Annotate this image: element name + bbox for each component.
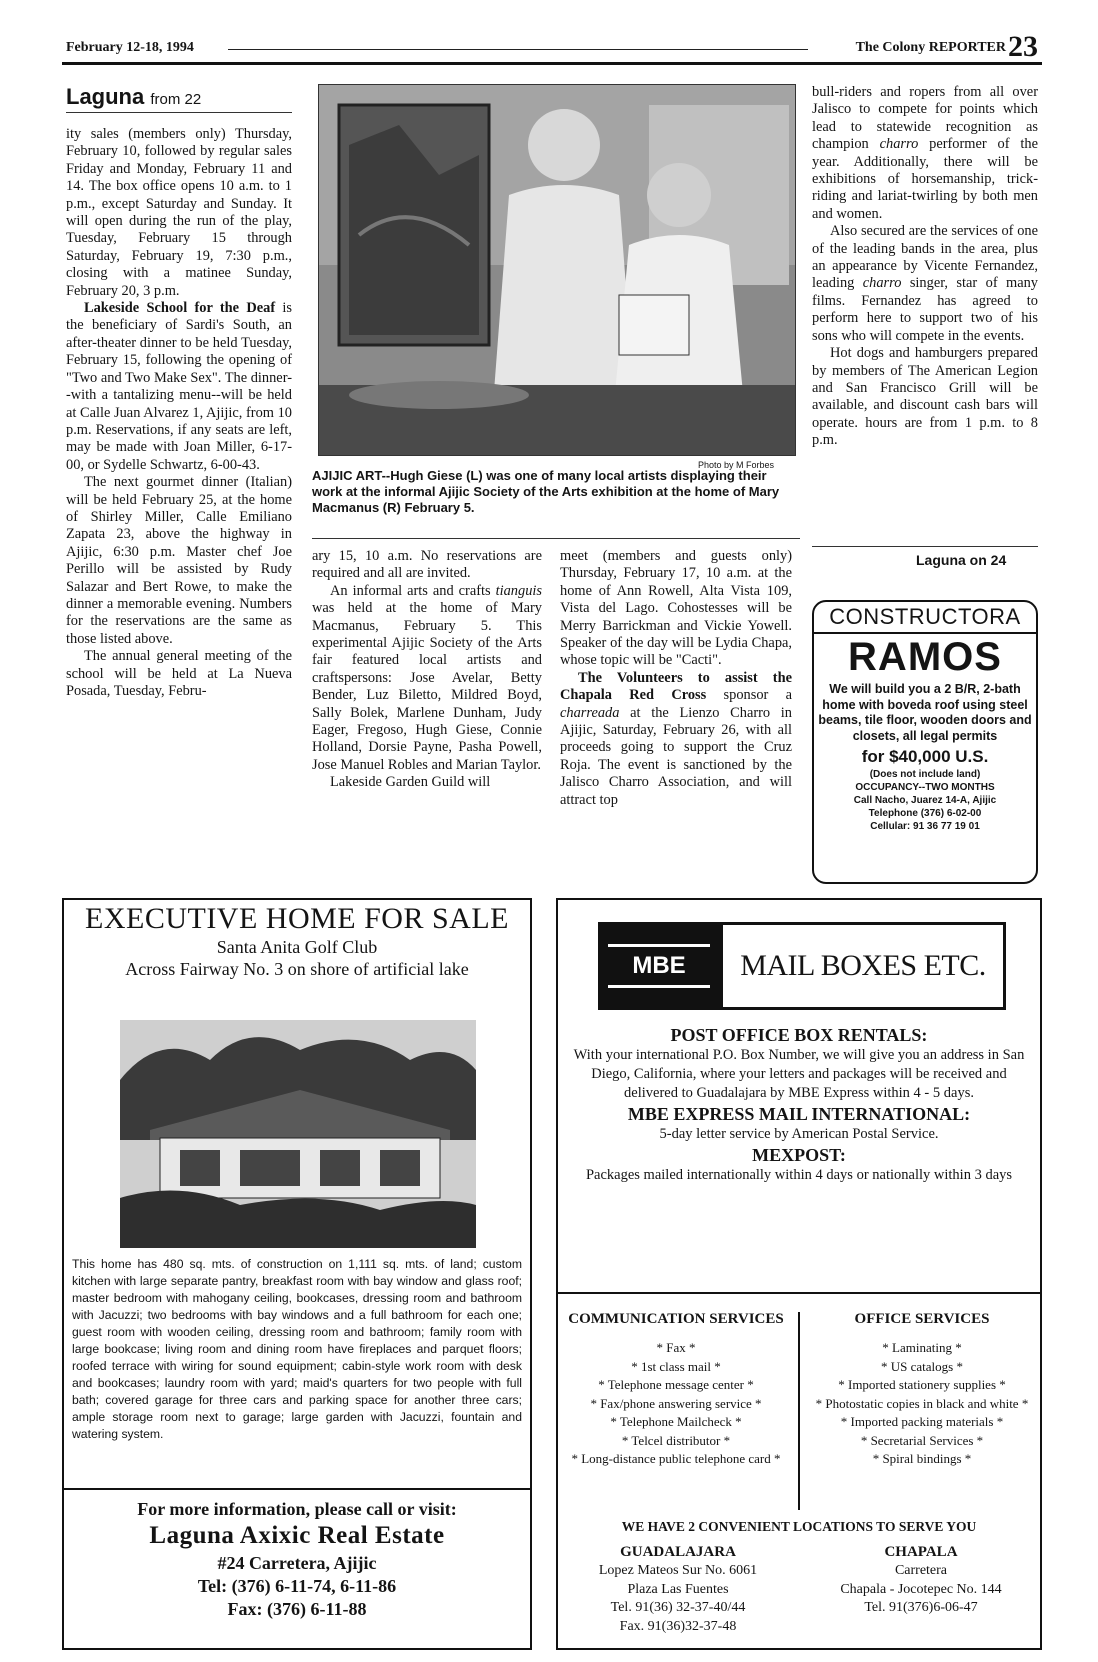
continued-on: Laguna on 24 (916, 552, 1007, 568)
mbe-gdl-line: Fax. 91(36)32-37-48 (619, 1618, 737, 1634)
exec-subtitle-2: Across Fairway No. 3 on shore of artificial lake (125, 959, 469, 979)
col1-para-3: The next gourmet dinner (Italian) will be held February 25, at the home of Shirley Miller, Calle Emiliano Zapata 23, above the highway in Ajijic, 6:30 p.m. Master chef Joe Perillo will be assisted by Rudy Salazar and Bert Rowe, to make the dinner a memorable evening. Numbers for the reservations are the same as those listed above. (66, 474, 292, 647)
exec-address: #24 Carretera, Ajijic (217, 1553, 377, 1573)
col1-para-2 (66, 300, 292, 474)
mbe-pobox-heading: POST OFFICE BOX RENTALS: (670, 1025, 928, 1045)
mbe-logo (598, 922, 1006, 1010)
mbe-services (568, 1024, 1030, 1185)
mbe-pobox-text: With your international P.O. Box Number, we will give you an address in San Diego, California, where your letters and packages will be received and delivered to Guadalajara by MBE Express within 4 - 5 days. (573, 1047, 1025, 1101)
constructora-note: (Does not include land) (869, 769, 981, 780)
constructora-ramos-ad (812, 600, 1038, 884)
article-column-2 (312, 548, 542, 792)
mbe-office-item: * Photostatic copies in black and white * (815, 1395, 1029, 1411)
mbe-mexpost-heading: MEXPOST: (752, 1145, 846, 1165)
col3-para-2-a: sponsor a (706, 687, 792, 704)
mbe-locations-heading: WE HAVE 2 CONVENIENT LOCATIONS TO SERVE YOU (621, 1519, 977, 1534)
mbe-gdl-line: Lopez Mateos Sur No. 6061 (598, 1563, 758, 1578)
mbe-gdl-heading: GUADALAJARA (620, 1544, 736, 1560)
constructora-offer: We will build you a 2 B/R, 2-bath home with boveda roof using steel beams, tile floor, wooden doors and closets, all legal permits (818, 682, 1032, 743)
mbe-comm-item: * Fax/phone answering service * (590, 1395, 762, 1411)
mbe-comm-item: * Telcel distributor * (621, 1432, 731, 1448)
mbe-office-item: * Laminating * (882, 1340, 962, 1355)
col2-para-2-b: was held at the home of Mary Macmanus, February 5. This experimental Ajijic Society of the Arts fair featured local artists and craftspersons: Jose Avelar, Betty Bender, Luz Biletto, Mildred Boyd, Sally Bolek, Marlene Dunham, Judy Eager, Fregoso, Hugh Giese, Connie Holland, Dorsie Payne, Pasha Powell, Jose Manuel Robles and Marian Taylor. (312, 600, 542, 773)
col1-para-2-lead: Lakeside School for the Deaf (84, 300, 276, 317)
col2-para-2-a: An informal arts and crafts (330, 582, 496, 599)
mbe-express-heading: MBE EXPRESS MAIL INTERNATIONAL: (627, 1104, 971, 1124)
mbe-comm-item: * Long-distance public telephone card * (571, 1451, 781, 1466)
mbe-chapala-line: Tel. 91(376)6-06-47 (864, 1600, 978, 1615)
col2-para-3: Lakeside Garden Guild will (330, 774, 491, 791)
mbe-comm-item: * 1st class mail * (631, 1358, 721, 1374)
constructora-address: Call Nacho, Juarez 14-A, Ajijic (853, 795, 997, 806)
constructora-label: CONSTRUCTORA (814, 604, 1036, 634)
mbe-divider (558, 1292, 1040, 1294)
mail-boxes-etc-ad (556, 898, 1042, 1650)
laguna-rule (66, 112, 292, 113)
col4-para-1 (812, 84, 1038, 223)
col2-para-2-italic: tianguis (495, 582, 542, 599)
col1-para-1: ity sales (members only) Thursday, February 10, followed by regular sales Friday and Monday, February 11 and 14. The box office opens 10 a.m. to 1 p.m., except Saturday and Sunday. It will open during the run of the play, Tuesday, February 15 through Saturday, February 19, 7:30 p.m., closing with a matinee Sunday, February 20, 3 p.m. (66, 126, 292, 299)
exec-contact (64, 1488, 530, 1621)
constructora-telephone: Telephone (376) 6-02-00 (868, 808, 982, 819)
col4-para-1-italic: charro (879, 136, 919, 153)
col4-para-2-italic: charro (862, 275, 902, 292)
mbe-logo-box: MBE (598, 922, 720, 1010)
ajijic-art-photo (318, 84, 796, 456)
mbe-mexpost-text: Packages mailed internationally within 4 days or nationally within 3 days (585, 1167, 1013, 1183)
col1-para-2-text: is the beneficiary of Sardi's South, an after-theater dinner to be held Tuesday, February 15, following the opening of "Two and Two Make Sex". The dinner--with a tantalizing menu--will be held at Calle Juan Alvarez 1, Ajijic, from 10 p.m. Reservations, if any seats are left, may be made with Joan Miller, 6-17-00, or Sydelle Schwartz, 6-00-43. (66, 300, 292, 473)
exec-title: EXECUTIVE HOME FOR SALE (85, 902, 509, 935)
mbe-office-item: * Imported packing materials * (840, 1414, 1004, 1429)
col3-para-1: meet (members and guests only) Thursday, February 17, 10 a.m. at the home of Ann Rowell, Alta Vista 109, Vista del Lago. Cohostesses will be Merry Barrickman and Vickie Yowell. Speaker of the day will be Lydia Chapa, whose topic will be "Cacti". (560, 548, 792, 669)
mbe-logo-name: MAIL BOXES ETC. (720, 922, 1006, 1010)
col1-para-4: The annual general meeting of the school will be held at La Nueva Posada, Tuesday, Febru- (66, 648, 292, 699)
exec-company: Laguna Axixic Real Estate (149, 1522, 445, 1549)
col2-para-1: ary 15, 10 a.m. No reservations are required and all are invited. (312, 548, 542, 582)
mbe-office-item: * US catalogs * (881, 1358, 963, 1374)
mbe-location-guadalajara (578, 1542, 778, 1636)
mbe-comm-item: * Fax * (656, 1340, 696, 1355)
mbe-office-heading: OFFICE SERVICES (854, 1311, 990, 1327)
article-column-3 (560, 548, 792, 809)
col3-para-2 (560, 670, 792, 809)
constructora-price: for $40,000 U.S. (861, 747, 989, 766)
issue-date: February 12-18, 1994 (66, 40, 194, 55)
constructora-occupancy: OCCUPANCY--TWO MONTHS (855, 782, 995, 793)
col4-para-2 (812, 223, 1038, 345)
mbe-gdl-line: Tel. 91(36) 32-37-40/44 (610, 1600, 746, 1615)
photo-illustration (319, 85, 796, 456)
mbe-chapala-heading: CHAPALA (884, 1544, 958, 1560)
exec-subtitle-1: Santa Anita Golf Club (216, 937, 378, 957)
mbe-office-services (812, 1310, 1032, 1469)
laguna-heading-from: from 22 (150, 91, 202, 108)
constructora-cellular: Cellular: 91 36 77 19 01 (870, 821, 980, 832)
mbe-chapala-line: Chapala - Jocotepec No. 144 (840, 1581, 1002, 1597)
mbe-gdl-line: Plaza Las Fuentes (627, 1581, 729, 1597)
exec-description: This home has 480 sq. mts. of construction on 1,111 sq. mts. of land; custom kitchen with large separate pantry, breakfast room with bay window and glass roof; master bedroom with mahogany ceiling, bookcases, dressing room and bathroom with Jacuzzi; two bedrooms with bay windows and a full bathroom for each one; guest room with wooden ceiling, dressing room and bathroom; family room with large bookcase; living room and dining room have fireplaces and parquet floors; roofed terrace with wiring for sound equipment; cabin-style work room with desk and bookcases; laundry room with yard; maid's quarters for two people with full bath; covered garage for three cars and parking space for another three cars; ample storage room next to garage; large garden with Jacuzzi, fountain and watering system. (72, 1257, 522, 1441)
col4-rule (812, 546, 1038, 547)
paper-name: The Colony REPORTER (855, 40, 1006, 55)
mbe-comm-item: * Telephone Mailcheck * (610, 1414, 742, 1429)
mbe-location-chapala (806, 1542, 1036, 1618)
laguna-heading (66, 84, 201, 110)
article-column-4 (812, 84, 1038, 450)
mbe-chapala-line: Carretera (894, 1563, 948, 1578)
article-column-1 (66, 126, 292, 700)
mbe-office-item: * Secretarial Services * (860, 1432, 984, 1448)
col4-para-3: Hot dogs and hamburgers prepared by members of The American Legion and San Francisco Grill will be available, and discount cash bars will operate. hours are from 1 p.m. to 8 p.m. (812, 345, 1038, 449)
executive-home-ad (62, 898, 532, 1650)
header-rule (62, 62, 1042, 65)
mbe-office-item: * Imported stationery supplies * (838, 1377, 1006, 1392)
mbe-communication-heading: COMMUNICATION SERVICES (568, 1311, 784, 1327)
col3-para-2-italic: charreada (560, 704, 620, 721)
exec-more-info: For more information, please call or visit: (137, 1499, 457, 1519)
house-illustration (120, 1020, 476, 1248)
col3-para-2-b: at the Lienzo Charro in Ajijic, Saturday, February 26, with all proceeds going to support the Cruz Roja. The event is sanctioned by the Jalisco Charro Association, and will attract top (560, 704, 792, 808)
laguna-heading-word: Laguna (66, 84, 145, 109)
mbe-column-divider (798, 1312, 800, 1510)
exec-fax: Fax: (376) 6-11-88 (227, 1599, 367, 1619)
exec-telephone: Tel: (376) 6-11-74, 6-11-86 (197, 1576, 397, 1596)
mbe-express-text: 5-day letter service by American Postal Service. (659, 1126, 939, 1142)
col4-para-1-b: performer of the year. Additionally, there will be exhibitions of horsemanship, trick-riding and lariat-twirling by both men and women. (812, 136, 1038, 222)
col4-para-2-b: singer, star of many films. Fernandez has agreed to perform here to support two of his sons who will compete in the events. (812, 275, 1038, 344)
constructora-name: RAMOS (848, 635, 1002, 679)
caption-rule (312, 538, 800, 539)
header-divider (228, 49, 808, 50)
photo-credit: Photo by M Forbes (698, 460, 775, 470)
mbe-office-item: * Spiral bindings * (872, 1451, 972, 1466)
col4-para-2-a: Also secured are the services of one of the leading bands in the area, plus an appearance by Vicente Fernandez, leading (812, 223, 1038, 292)
mbe-comm-item: * Telephone message center * (598, 1377, 754, 1392)
mbe-communication-services (566, 1310, 786, 1469)
page-number: 23 (1008, 30, 1038, 63)
col2-para-2 (312, 583, 542, 774)
photo-caption: AJIJIC ART--Hugh Giese (L) was one of many local artists displaying their work at the informal Ajijic Society of the Arts exhibition at the home of Mary Macmanus (R) February 5. (312, 468, 780, 515)
col4-para-1-a: bull-riders and ropers from all over Jalisco to compete for points which lead to statewide recognition as champion (812, 84, 1038, 153)
house-photo (120, 1020, 476, 1248)
col3-para-2-lead: The Volunteers to assist the Chapala Red Cross (560, 669, 792, 704)
